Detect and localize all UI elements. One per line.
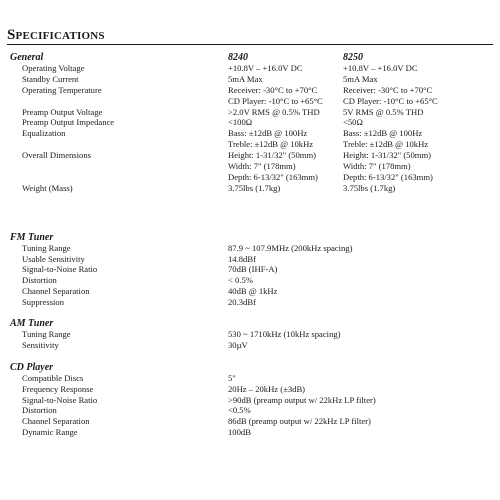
spec-value: >90dB (preamp output w/ 22kHz LP filter): [228, 394, 376, 405]
spec-label: Channel Separation: [22, 416, 90, 427]
cd-spec-row: [0, 427, 500, 438]
spec-value: 530 ~ 1710kHz (10kHz spacing): [228, 329, 341, 340]
spec-label: Channel Separation: [22, 286, 90, 297]
am-rows: [0, 329, 500, 351]
general-rows: [0, 63, 500, 194]
spec-value-8240: <100Ω: [228, 117, 253, 128]
fm-spec-row: [0, 264, 500, 275]
spec-label: Distortion: [22, 405, 57, 416]
spec-value: 20Hz – 20kHz (±3dB): [228, 383, 306, 394]
cd-header: [0, 362, 500, 373]
fm-header: [0, 232, 500, 243]
fm-section: [0, 232, 500, 308]
general-spec-row: [0, 96, 500, 107]
spec-value: 100dB: [228, 427, 251, 438]
fm-spec-row: [0, 243, 500, 254]
spec-value: 70dB (IHF-A): [228, 264, 278, 275]
spec-value: 30µV: [228, 339, 248, 350]
cd-spec-row: [0, 405, 500, 416]
spec-value: 20.3dBf: [228, 297, 256, 308]
fm-heading: FM Tuner: [10, 231, 54, 243]
general-spec-row: [0, 85, 500, 96]
model-8250-heading: 8250: [343, 52, 363, 63]
general-spec-row: [0, 172, 500, 183]
spec-value-8250: Bass: ±12dB @ 100Hz: [343, 128, 423, 139]
cd-spec-row: [0, 395, 500, 406]
general-spec-row: [0, 74, 500, 85]
spec-label: Compatible Discs: [22, 372, 84, 383]
spec-value: 86dB (preamp output w/ 22kHz LP filter): [228, 416, 371, 427]
spec-value: <0.5%: [228, 405, 251, 416]
spec-value-8250: +10.8V – +16.0V DC: [343, 63, 418, 73]
spec-value-8240: Width: 7" (178mm): [228, 161, 296, 172]
spec-sections: [0, 52, 500, 438]
general-header: [0, 52, 500, 63]
general-spec-row: [0, 117, 500, 128]
spec-label: Signal-to-Noise Ratio: [22, 394, 98, 405]
spec-label: Frequency Response: [22, 383, 94, 394]
fm-spec-row: [0, 275, 500, 286]
spec-value: 14.8dBf: [228, 253, 256, 264]
model-8240-heading: 8240: [228, 52, 248, 63]
cd-section: [0, 362, 500, 438]
page-title: Specifications: [7, 27, 105, 43]
spec-label: Signal-to-Noise Ratio: [22, 264, 98, 275]
spec-label: Sensitivity: [22, 339, 59, 350]
spec-value-8240: 5mA Max: [228, 73, 263, 84]
general-spec-row: [0, 150, 500, 161]
spec-label: Usable Sensitivity: [22, 253, 85, 264]
cd-spec-row: [0, 373, 500, 384]
cd-heading: CD Player: [10, 361, 54, 373]
general-spec-row: [0, 161, 500, 172]
spec-value: 87.9 ~ 107.9MHz (200kHz spacing): [228, 242, 353, 253]
cd-rows: [0, 373, 500, 438]
spec-label: Preamp Output Impedance: [22, 117, 115, 128]
spec-value-8240: Height: 1-31/32" (50mm): [228, 150, 317, 161]
spec-label: Operating Voltage: [22, 63, 85, 73]
spec-label: Tuning Range: [22, 242, 71, 253]
spec-value-8250: <50Ω: [343, 117, 363, 128]
spec-label: Standby Current: [22, 73, 79, 84]
spec-value-8250: CD Player: -10°C to +65°C: [343, 95, 438, 106]
fm-spec-row: [0, 254, 500, 265]
spec-label: Suppression: [22, 297, 65, 308]
spec-value: < 0.5%: [228, 275, 253, 286]
am-header: [0, 318, 500, 329]
general-section: [0, 52, 500, 194]
spec-value-8240: Treble: ±12dB @ 10kHz: [228, 139, 314, 150]
am-spec-row: [0, 340, 500, 351]
general-spec-row: [0, 183, 500, 194]
spec-label: Operating Temperature: [22, 84, 102, 95]
am-section: [0, 318, 500, 351]
am-heading: AM Tuner: [10, 318, 54, 330]
spec-value-8250: Receiver: -30°C to +70°C: [343, 84, 433, 95]
spec-label: Overall Dimensions: [22, 150, 91, 161]
spec-value: 40dB @ 1kHz: [228, 286, 278, 297]
spec-value-8250: Depth: 6-13/32" (163mm): [343, 171, 433, 182]
fm-spec-row: [0, 297, 500, 308]
spec-value-8240: 3.75lbs (1.7kg): [228, 182, 281, 193]
cd-spec-row: [0, 384, 500, 395]
spec-label: Equalization: [22, 128, 66, 139]
spec-value-8240: +10.8V – +16.0V DC: [228, 63, 303, 73]
general-spec-row: [0, 128, 500, 139]
spec-value-8240: Bass: ±12dB @ 100Hz: [228, 128, 308, 139]
am-spec-row: [0, 329, 500, 340]
spec-value-8250: 3.75lbs (1.7kg): [343, 182, 396, 193]
spec-label: Distortion: [22, 275, 57, 286]
spec-value-8240: Depth: 6-13/32" (163mm): [228, 171, 318, 182]
title-underline: [7, 44, 493, 45]
spec-label: Dynamic Range: [22, 427, 78, 438]
spec-value-8250: 5V RMS @ 0.5% THD: [343, 106, 424, 117]
spec-label: Preamp Output Voltage: [22, 106, 103, 117]
spec-value-8240: >2.0V RMS @ 0.5% THD: [228, 106, 320, 117]
general-spec-row: [0, 63, 500, 74]
spec-value-8250: 5mA Max: [343, 73, 378, 84]
general-spec-row: [0, 139, 500, 150]
spec-value: 5": [228, 372, 236, 383]
general-spec-row: [0, 107, 500, 118]
spec-value-8250: Width: 7" (178mm): [343, 161, 411, 172]
fm-spec-row: [0, 286, 500, 297]
spec-label: Weight (Mass): [22, 182, 73, 193]
fm-rows: [0, 243, 500, 308]
spec-value-8240: CD Player: -10°C to +65°C: [228, 95, 323, 106]
cd-spec-row: [0, 416, 500, 427]
spec-value-8250: Height: 1-31/32" (50mm): [343, 150, 432, 161]
spec-label: Tuning Range: [22, 329, 71, 340]
spec-value-8250: Treble: ±12dB @ 10kHz: [343, 139, 429, 150]
spec-value-8240: Receiver: -30°C to +70°C: [228, 84, 318, 95]
general-heading: General: [10, 52, 44, 63]
